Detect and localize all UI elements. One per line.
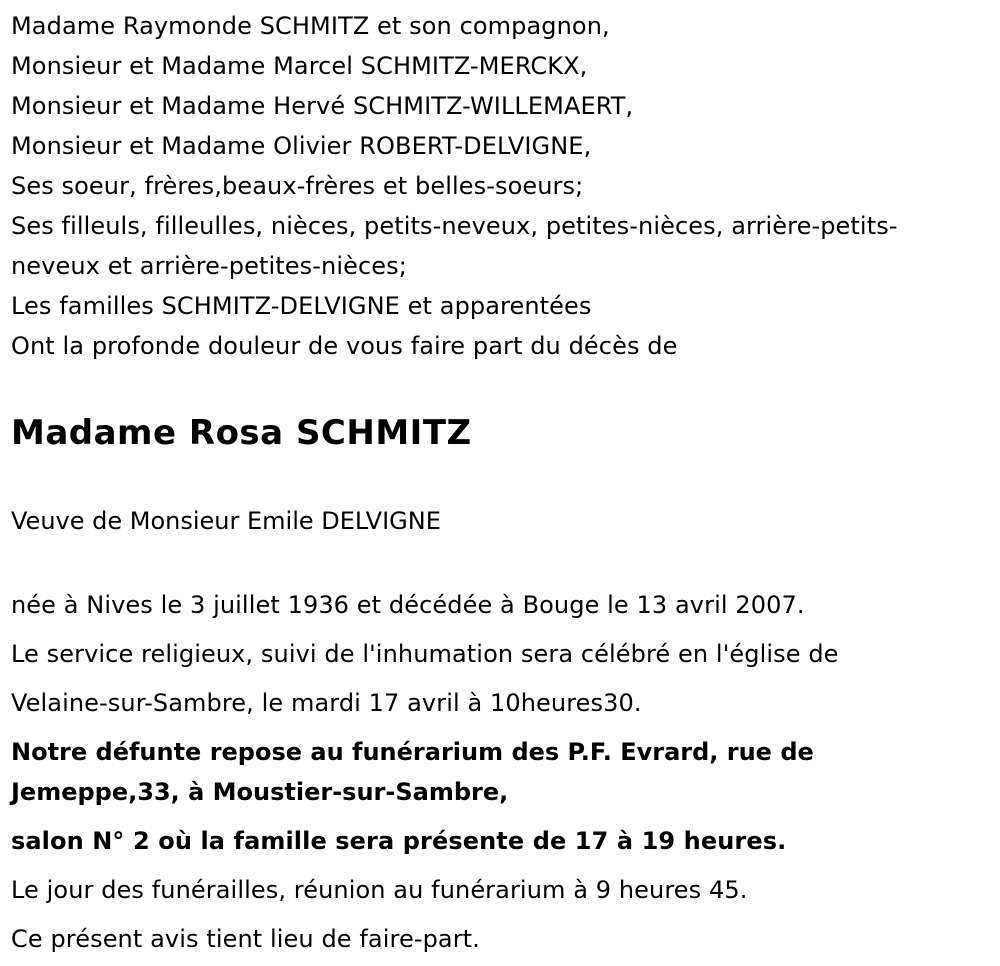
funerarium-line: Notre défunte repose au funérarium des P.F. Evrard, rue de Jemeppe,33, à Moustier-sur-Sambre, (11, 738, 814, 806)
service-line-2: Velaine-sur-Sambre, le mardi 17 avril à 10heures30. (11, 689, 642, 717)
deceased-name: Madame Rosa SCHMITZ (11, 413, 472, 453)
salon-line: salon N° 2 où la famille sera présente de 17 à 19 heures. (11, 827, 787, 855)
family-line-5: Ses soeur, frères,beaux-frères et belles-soeurs; (11, 172, 584, 200)
death-notice (11, 0, 986, 964)
family-line-4: Monsieur et Madame Olivier ROBERT-DELVIGNE, (11, 132, 592, 160)
meeting-line: Le jour des funérailles, réunion au funérarium à 9 heures 45. (11, 876, 748, 904)
family-line-8: Ont la profonde douleur de vous faire part du décès de (11, 332, 678, 360)
family-line-2: Monsieur et Madame Marcel SCHMITZ-MERCKX, (11, 52, 588, 80)
notice-line: Ce présent avis tient lieu de faire-part. (11, 925, 480, 953)
family-line-7: Les familles SCHMITZ-DELVIGNE et apparentées (11, 292, 592, 320)
family-line-3: Monsieur et Madame Hervé SCHMITZ-WILLEMAERT, (11, 92, 634, 120)
family-line-1: Madame Raymonde SCHMITZ et son compagnon, (11, 12, 610, 40)
birth-death-line: née à Nives le 3 juillet 1936 et décédée à Bouge le 13 avril 2007. (11, 591, 805, 619)
funeral-details (11, 581, 986, 964)
family-line-6: Ses filleuls, filleulles, nièces, petits-neveux, petites-nièces, arrière-petits-neveux et arrière-petites-nièces; (11, 212, 898, 280)
spouse-line: Veuve de Monsieur Emile DELVIGNE (11, 507, 441, 535)
family-list (11, 0, 986, 366)
service-line-1: Le service religieux, suivi de l'inhumation sera célébré en l'église de (11, 640, 839, 668)
